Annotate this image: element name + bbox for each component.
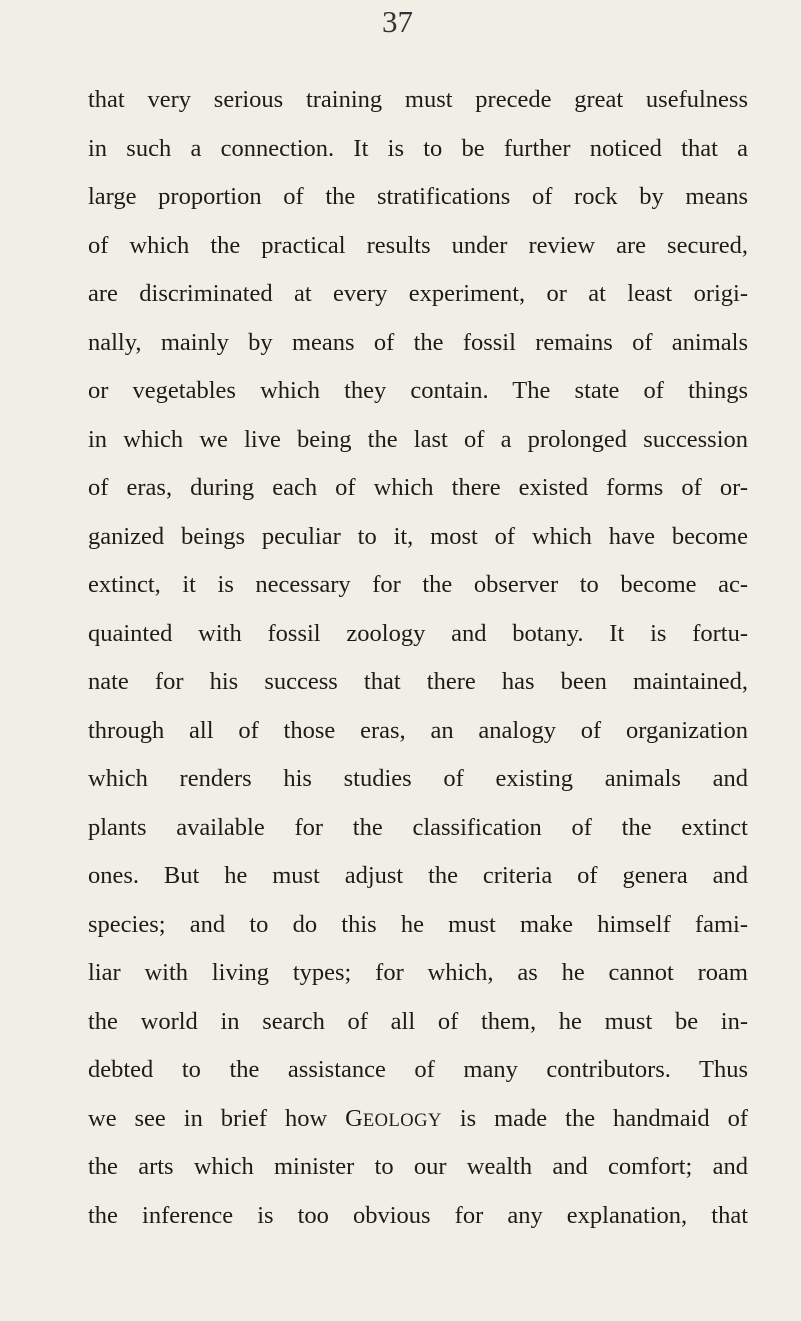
text-line-22-after: is made the handmaid of [441, 1104, 748, 1132]
text-line-22-before: we see in brief how [88, 1104, 346, 1132]
text-line-23: the arts which minister to our wealth and comfort; and [88, 1153, 748, 1180]
text-line-6: nally, mainly by means of the fossil remains of animals [88, 328, 748, 356]
body-text [88, 76, 748, 1240]
text-line-14: through all of those eras, an analogy of organization [88, 716, 748, 744]
text-line-7: or vegetables which they contain. The state of things [88, 377, 748, 404]
text-line-8: in which we live being the last of a prolonged succession [88, 425, 748, 453]
text-line-19: liar with living types; for which, as he cannot roam [88, 959, 748, 986]
text-line-11: extinct, it is necessary for the observer to become ac- [88, 571, 748, 598]
text-line-22 [88, 1095, 748, 1144]
text-line-18: species; and to do this he must make himself fami- [88, 910, 748, 938]
small-caps-initial: G [345, 1104, 363, 1132]
text-line-3: large proportion of the stratifications of rock by means [88, 183, 748, 210]
text-line-20: the world in search of all of them, he must be in- [88, 1007, 748, 1035]
text-line-4: of which the practical results under review are secured, [88, 231, 748, 259]
small-caps-rest: EOLOGY [362, 1110, 442, 1131]
text-line-10: ganized beings peculiar to it, most of which have become [88, 522, 748, 550]
text-line-15: which renders his studies of existing animals and [88, 765, 748, 792]
text-line-17: ones. But he must adjust the criteria of genera and [88, 862, 748, 889]
text-line-1: that very serious training must precede great usefulness [88, 86, 748, 113]
page-number: 37 [382, 4, 413, 39]
text-line-13: nate for his success that there has been maintained, [88, 668, 748, 695]
text-line-5: are discriminated at every experiment, or at least origi- [88, 280, 748, 307]
text-line-16: plants available for the classification of the extinct [88, 813, 748, 841]
text-line-21: debted to the assistance of many contributors. Thus [88, 1056, 748, 1083]
text-line-2: in such a connection. It is to be further noticed that a [88, 134, 748, 162]
text-line-12: quainted with fossil zoology and botany. It is fortu- [88, 619, 748, 647]
text-line-24: the inference is too obvious for any explanation, that [88, 1201, 748, 1229]
text-line-9: of eras, during each of which there existed forms of or- [88, 474, 748, 501]
